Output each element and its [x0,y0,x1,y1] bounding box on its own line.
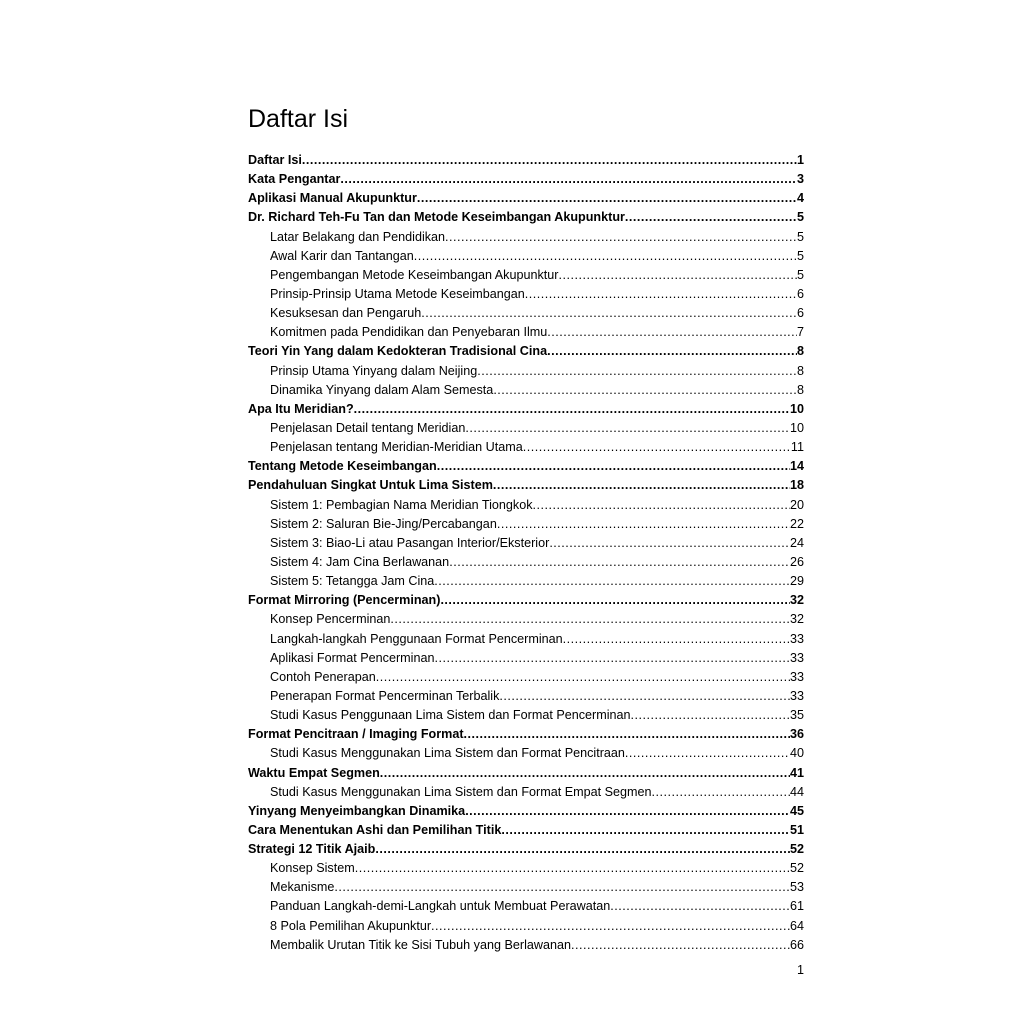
toc-entry-section[interactable] [248,285,804,304]
toc-entry-page: 45 [789,803,804,818]
toc-entry-page: 29 [789,574,804,589]
toc-entry-page: 10 [789,401,804,416]
dot-leader [499,687,790,706]
toc-entry-page: 7 [796,325,804,340]
toc-entry-label: Yinyang Menyeimbangkan Dinamika [248,803,466,818]
toc-entry-chapter[interactable] [248,802,804,821]
dot-leader [558,266,797,285]
toc-entry-label: 8 Pola Pemilihan Akupunktur [270,918,432,933]
toc-entry-chapter[interactable] [248,764,804,783]
toc-entry-page: 32 [789,593,804,608]
page-title: Daftar Isi [248,105,349,133]
toc-entry-label: Cara Menentukan Ashi dan Pemilihan Titik [248,822,502,837]
toc-entry-label: Penjelasan tentang Meridian-Meridian Utama [270,440,523,455]
toc-entry-label: Apa Itu Meridian? [248,401,354,416]
toc-entry-section[interactable] [248,878,804,897]
toc-entry-label: Studi Kasus Menggunakan Lima Sistem dan Format Pencitraan [270,746,625,761]
toc-entry-section[interactable] [248,534,804,553]
dot-leader [434,572,790,591]
dot-leader [477,362,797,381]
toc-entry-label: Daftar Isi [248,153,302,167]
toc-entry-page: 5 [796,210,804,225]
toc-entry-label: Format Pencitraan / Imaging Format [248,727,464,742]
toc-entry-label: Dinamika Yinyang dalam Alam Semesta [270,382,494,397]
page-number: 1 [796,963,804,977]
toc-entry-label: Aplikasi Format Pencerminan [270,650,435,665]
dot-leader [571,936,790,955]
toc-entry-section[interactable] [248,783,804,802]
toc-entry-page: 36 [789,727,804,742]
toc-entry-chapter[interactable] [248,170,804,189]
toc-entry-page: 5 [796,267,804,282]
toc-entry-chapter[interactable] [248,189,804,208]
dot-leader [547,323,797,342]
toc-entry-section[interactable] [248,553,804,572]
toc-entry-page: 44 [789,784,804,799]
table-of-contents [248,151,804,955]
toc-entry-chapter[interactable] [248,400,804,419]
toc-entry-section[interactable] [248,649,804,668]
document-page [248,100,804,952]
toc-entry-section[interactable] [248,706,804,725]
toc-entry-section[interactable] [248,610,804,629]
dot-leader [354,400,790,419]
toc-entry-page: 35 [789,708,804,723]
toc-entry-chapter[interactable] [248,208,804,227]
toc-entry-label: Pendahuluan Singkat Untuk Lima Sistem [248,478,493,493]
dot-leader [547,342,797,361]
dot-leader [563,630,790,649]
toc-entry-page: 33 [789,650,804,665]
dot-leader [449,553,790,572]
toc-entry-section[interactable] [248,572,804,591]
dot-leader [464,725,790,744]
toc-entry-label: Sistem 1: Pembagian Nama Meridian Tiongkok [270,497,533,512]
dot-leader [549,534,790,553]
toc-entry-label: Latar Belakang dan Pendidikan [270,229,446,244]
dot-leader [493,381,797,400]
toc-entry-chapter[interactable] [248,591,804,610]
toc-entry-label: Studi Kasus Menggunakan Lima Sistem dan Format Empat Segmen [270,784,652,799]
dot-leader [414,247,797,266]
toc-entry-chapter[interactable] [248,476,804,495]
toc-entry-label: Sistem 3: Biao-Li atau Pasangan Interior/Eksterior [270,535,550,550]
toc-entry-section[interactable] [248,744,804,763]
dot-leader [340,170,797,189]
dot-leader [631,706,790,725]
dot-leader [334,878,790,897]
toc-entry-label: Awal Karir dan Tantangan [270,248,414,263]
dot-leader [625,744,790,763]
toc-entry-section[interactable] [248,630,804,649]
toc-entry-label: Format Mirroring (Pencerminan) [248,593,441,608]
toc-entry-label: Penerapan Format Pencerminan Terbalik [270,688,500,703]
dot-leader [380,764,790,783]
toc-entry-page: 64 [789,918,804,933]
toc-entry-label: Studi Kasus Penggunaan Lima Sistem dan Format Pencerminan [270,708,631,723]
toc-entry-chapter[interactable] [248,840,804,859]
toc-entry-section[interactable] [248,304,804,323]
toc-entry-label: Tentang Metode Keseimbangan [248,459,437,474]
toc-entry-page: 33 [789,669,804,684]
toc-entry-page: 8 [796,344,804,359]
dot-leader [437,457,790,476]
toc-entry-chapter[interactable] [248,342,804,361]
toc-entry-label: Membalik Urutan Titik ke Sisi Tubuh yang Berlawanan [270,937,571,952]
dot-leader [421,304,797,323]
toc-entry-label: Prinsip Utama Yinyang dalam Neijing [270,363,478,378]
toc-entry-page: 6 [796,286,804,301]
toc-entry-section[interactable] [248,936,804,955]
toc-entry-page: 8 [796,382,804,397]
toc-entry-chapter[interactable] [248,457,804,476]
toc-entry-label: Kesuksesan dan Pengaruh [270,306,422,321]
toc-entry-page: 10 [789,420,804,435]
toc-entry-label: Aplikasi Manual Akupunktur [248,191,417,206]
toc-entry-label: Kata Pengantar [248,172,341,187]
toc-entry-label: Contoh Penerapan [270,669,376,684]
toc-entry-page: 24 [789,535,804,550]
dot-leader [523,438,791,457]
toc-entry-page: 20 [789,497,804,512]
toc-entry-label: Strategi 12 Titik Ajaib [248,842,376,857]
toc-entry-label: Prinsip-Prinsip Utama Metode Keseimbangan [270,286,525,301]
toc-entry-page: 26 [789,554,804,569]
dot-leader [465,802,790,821]
dot-leader [625,208,797,227]
toc-entry-section[interactable] [248,859,804,878]
dot-leader [390,610,790,629]
toc-entry-section[interactable] [248,496,804,515]
dot-leader [610,897,790,916]
toc-entry-label: Sistem 5: Tetangga Jam Cina [270,574,435,589]
dot-leader [434,649,790,668]
toc-entry-page: 33 [789,688,804,703]
dot-leader [445,228,797,247]
toc-entry-section[interactable] [248,323,804,342]
toc-entry-label: Penjelasan Detail tentang Meridian [270,420,466,435]
toc-entry-page: 32 [789,612,804,627]
toc-entry-section[interactable] [248,917,804,936]
toc-entry-section[interactable] [248,247,804,266]
toc-entry-label: Konsep Sistem [270,861,355,876]
toc-entry-label: Sistem 2: Saluran Bie-Jing/Percabangan [270,516,497,531]
toc-entry-page: 52 [789,861,804,876]
toc-entry-page: 4 [796,191,804,206]
dot-leader [417,189,797,208]
dot-leader [375,840,790,859]
dot-leader [302,151,797,170]
toc-entry-label: Komitmen pada Pendidikan dan Penyebaran Ilmu [270,325,548,340]
toc-entry-section[interactable] [248,266,804,285]
toc-entry-page: 6 [796,306,804,321]
dot-leader [497,515,790,534]
toc-entry-label: Waktu Empat Segmen [248,765,380,780]
dot-leader [493,476,790,495]
toc-entry-page: 41 [789,765,804,780]
toc-entry-chapter[interactable] [248,725,804,744]
dot-leader [525,285,797,304]
toc-entry-page: 52 [789,842,804,857]
toc-entry-label: Pengembangan Metode Keseimbangan Akupunktur [270,267,559,282]
toc-entry-page: 1 [796,153,804,167]
toc-entry-page: 61 [789,899,804,914]
toc-entry-section[interactable] [248,362,804,381]
toc-entry-label: Dr. Richard Teh-Fu Tan dan Metode Keseimbangan Akupunktur [248,210,625,225]
toc-entry-section[interactable] [248,515,804,534]
toc-entry-label: Teori Yin Yang dalam Kedokteran Tradisional Cina [248,344,548,359]
dot-leader [501,821,790,840]
toc-entry-section[interactable] [248,897,804,916]
toc-entry-page: 66 [789,937,804,952]
toc-entry-page: 51 [789,822,804,837]
dot-leader [465,419,790,438]
dot-leader [376,668,790,687]
toc-entry-label: Langkah-langkah Penggunaan Format Pencerminan [270,631,563,646]
toc-entry-section[interactable] [248,687,804,706]
toc-entry-section[interactable] [248,228,804,247]
toc-entry-label: Sistem 4: Jam Cina Berlawanan [270,554,450,569]
toc-entry-page: 18 [789,478,804,493]
toc-entry-section[interactable] [248,438,804,457]
toc-entry-section[interactable] [248,419,804,438]
toc-entry-chapter[interactable] [248,151,804,170]
toc-entry-label: Panduan Langkah-demi-Langkah untuk Membuat Perawatan [270,899,611,914]
toc-entry-page: 3 [796,172,804,187]
toc-entry-page: 5 [796,229,804,244]
dot-leader [355,859,790,878]
toc-entry-page: 22 [789,516,804,531]
toc-entry-page: 5 [796,248,804,263]
toc-entry-page: 33 [789,631,804,646]
toc-entry-page: 14 [789,459,804,474]
dot-leader [431,917,790,936]
dot-leader [533,496,790,515]
toc-entry-section[interactable] [248,381,804,400]
toc-entry-label: Konsep Pencerminan [270,612,391,627]
toc-entry-page: 11 [790,440,804,455]
dot-leader [440,591,790,610]
toc-entry-page: 40 [789,746,804,761]
toc-entry-label: Mekanisme [270,880,335,895]
toc-entry-section[interactable] [248,668,804,687]
toc-entry-page: 8 [796,363,804,378]
toc-entry-chapter[interactable] [248,821,804,840]
dot-leader [652,783,790,802]
toc-entry-page: 53 [789,880,804,895]
